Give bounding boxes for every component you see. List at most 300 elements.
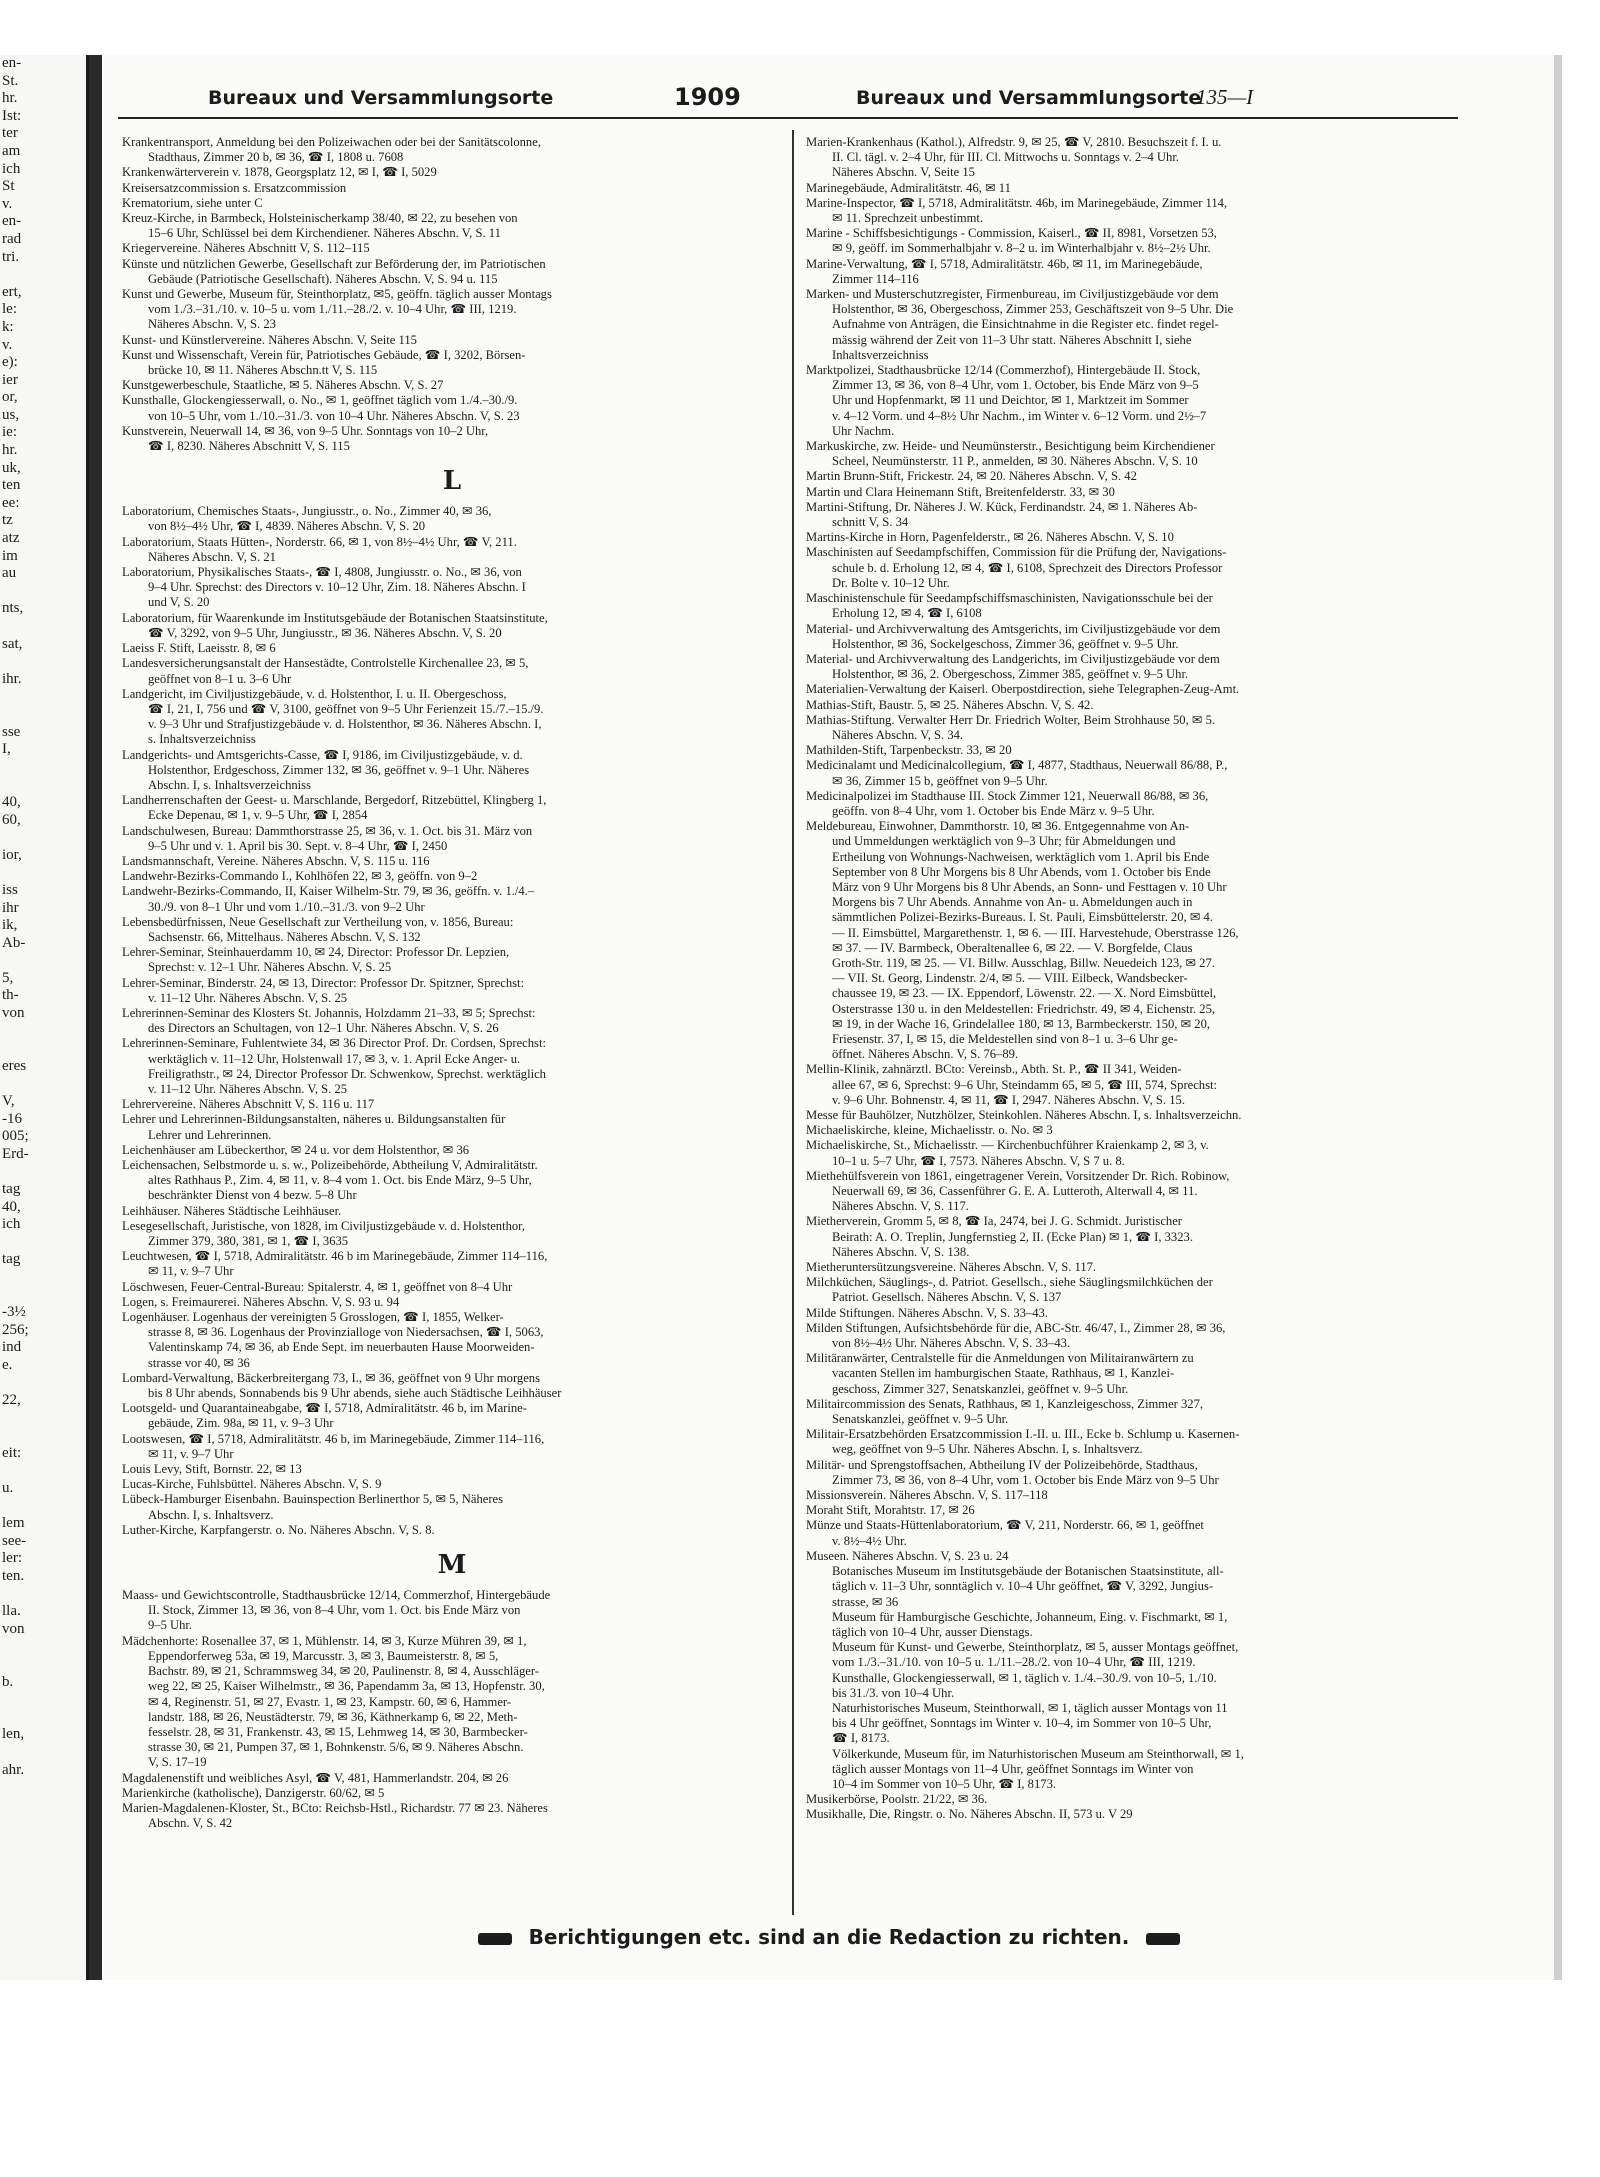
adjacent-page-fragment: Erd- <box>2 1145 29 1162</box>
adjacent-page-fragment: ee: <box>2 494 20 511</box>
directory-entry: Lehrerinnen-Seminare, Fuhlentwiete 34, ✉ 36 Director Prof. Dr. Cordsen, Sprechst: <box>122 1036 546 1051</box>
directory-entry: Landgericht, im Civiljustizgebäude, v. d. Holstenthor, I. u. II. Obergeschoss, <box>122 686 507 701</box>
adjacent-page-fragment: tag <box>2 1181 21 1197</box>
directory-entry-continuation: 30./9. von 8–1 Uhr und vom 1./10.–31./3. von 9–2 Uhr <box>148 899 425 914</box>
adjacent-page-fragment: iss <box>2 881 18 898</box>
directory-entry: Laboratorium, Chemisches Staats-, Jungiusstr., o. No., Zimmer 40, ✉ 36, <box>122 504 492 519</box>
directory-entry-continuation: Friesenstr. 37, I, ✉ 15, die Meldestellen sind von 8–1 u. 3–6 Uhr ge- <box>832 1031 1178 1046</box>
directory-entry-continuation: s. Inhaltsverzeichniss <box>148 732 256 747</box>
directory-entry: Kunsthalle, Glockengiesserwall, o. No., ✉ 1, geöffnet täglich vom 1./4.–30./9. <box>122 393 518 408</box>
header-year: 1909 <box>674 83 741 111</box>
adjacent-page-fragment: tz <box>2 512 13 529</box>
directory-entry: Kunst und Gewerbe, Museum für, Steinthorplatz, ✉5, geöffn. täglich ausser Montags <box>122 287 552 302</box>
directory-entry: Kunst und Wissenschaft, Verein für, Patriotisches Gebäude, ☎ I, 3202, Börsen- <box>122 347 526 362</box>
directory-entry-continuation: Gebäude (Patriotische Gesellschaft). Näheres Abschn. V, S. 94 u. 115 <box>148 271 498 286</box>
directory-entry: Museen. Näheres Abschn. V, S. 23 u. 24 <box>806 1548 1009 1563</box>
adjacent-page-fragment: I, <box>2 741 11 758</box>
adjacent-page-fragment: St <box>2 178 15 195</box>
directory-entry-continuation: Näheres Abschn. V, S. 34. <box>832 727 964 742</box>
adjacent-page-fragment: len, <box>2 1726 25 1743</box>
directory-entry: Münze und Staats-Hüttenlaboratorium, ☎ V, 211, Norderstr. 66, ✉ 1, geöffnet <box>806 1518 1204 1533</box>
directory-entry-continuation: Naturhistorisches Museum, Steinthorwall, ✉ 1, täglich ausser Montags von 11 <box>832 1700 1228 1715</box>
directory-entry: Kunstgewerbeschule, Staatliche, ✉ 5. Näheres Abschn. V, S. 27 <box>122 378 444 393</box>
directory-entry-continuation: II. Stock, Zimmer 13, ✉ 36, von 8–4 Uhr, vom 1. Oct. bis Ende März von <box>148 1603 521 1618</box>
directory-entry: Militair-Ersatzbehörden Ersatzcommission I.-II. u. III., Ecke b. Schlump u. Kasernen- <box>806 1427 1240 1442</box>
directory-entry: Landesversicherungsanstalt der Hansestädte, Controlstelle Kirchenallee 23, ✉ 5, <box>122 656 529 671</box>
directory-entry: Material- und Archivverwaltung des Landgerichts, im Civiljustizgebäude vor dem <box>806 651 1220 666</box>
adjacent-page-fragment: 22, <box>2 1392 21 1409</box>
directory-entry: Landgerichts- und Amtsgerichts-Casse, ☎ I, 9186, im Civiljustizgebäude, v. d. <box>122 747 523 762</box>
directory-entry: Medicinalpolizei im Stadthause III. Stock Zimmer 121, Neuerwall 86/88, ✉ 36, <box>806 788 1209 803</box>
adjacent-page-fragment <box>2 1638 86 1656</box>
adjacent-page-fragment <box>2 653 86 671</box>
directory-entry: Mathias-Stiftung. Verwalter Herr Dr. Friedrich Wolter, Beim Strohhause 50, ✉ 5. <box>806 712 1216 727</box>
directory-entry-continuation: strasse 8, ✉ 36. Logenhaus der Provinzialloge von Niedersachsen, ☎ I, 5063, <box>148 1325 544 1340</box>
directory-entry-continuation: des Directors an Schultagen, von 12–1 Uhr. Näheres Abschn. V, S. 26 <box>148 1021 499 1036</box>
adjacent-page-fragment: ter <box>2 125 18 142</box>
directory-entry: Milchküchen, Säuglings-, d. Patriot. Gesellsch., siehe Säuglingsmilchküchen der <box>806 1275 1213 1290</box>
directory-entry-continuation: strasse, ✉ 36 <box>832 1594 899 1609</box>
adjacent-page-fragment: nts, <box>2 600 24 617</box>
adjacent-page-fragment: e): <box>2 354 18 371</box>
directory-entry: Missionsverein. Näheres Abschn. V, S. 117–118 <box>806 1488 1048 1503</box>
directory-entry-continuation: vom 1./3.–31./10. v. 10–5 u. vom 1./11.–28./2. v. 10–4 Uhr, ☎ III, 1219. <box>148 302 517 317</box>
footer-notice: Berichtigungen etc. sind an die Redaction zu richten. <box>528 1925 1130 1949</box>
directory-entry: Löschwesen, Feuer-Central-Bureau: Spitalerstr. 4, ✉ 1, geöffnet von 8–4 Uhr <box>122 1279 513 1294</box>
adjacent-page-fragment <box>2 583 86 601</box>
directory-entry: Krankenwärterverein v. 1878, Georgsplatz 12, ✉ I, ☎ I, 5029 <box>122 165 437 180</box>
directory-entry: Lehrerinnen-Seminar des Klosters St. Johannis, Holzdamm 21–33, ✉ 5; Sprechst: <box>122 1005 536 1020</box>
adjacent-page-fragment: Ist: <box>2 107 22 124</box>
directory-entry: Marien-Magdalenen-Kloster, St., BCto: Reichsb-Hstl., Richardstr. 77 ✉ 23. Näheres <box>122 1800 548 1815</box>
directory-entry: Marien-Krankenhaus (Kathol.), Alfredstr. 9, ✉ 25, ☎ V, 2810. Besuchszeit f. I. u. <box>806 135 1222 149</box>
directory-entry-continuation: Abschn. I, s. Inhaltsverzeichniss <box>148 777 311 792</box>
adjacent-page-fragment: u. <box>2 1480 14 1497</box>
directory-entry: Lootsgeld- und Quarantaineabgabe, ☎ I, 5718, Admiralitätstr. 46 b, im Marine- <box>122 1401 527 1416</box>
adjacent-page-fragment <box>2 1234 86 1252</box>
directory-entry: Laboratorium, für Waarenkunde im Institutsgebäude der Botanischen Staatsinstitute, <box>122 610 548 625</box>
adjacent-page-fragment: ihr <box>2 899 19 916</box>
adjacent-page-fragment: ior, <box>2 846 22 863</box>
adjacent-page-fragment: sse <box>2 723 21 740</box>
directory-entry-continuation: — II. Eimsbüttel, Margarethenstr. 1, ✉ 6. — III. Harvestehude, Oberstrasse 126, <box>832 925 1239 940</box>
directory-entry-continuation: von 10–5 Uhr, vom 1./10.–31./3. von 10–4 Uhr. Näheres Abschn. V, S. 23 <box>148 408 520 423</box>
directory-entry: Lehrer-Seminar, Binderstr. 24, ✉ 13, Director: Professor Dr. Spitzner, Sprechst: <box>122 975 525 990</box>
directory-entry: Materialien-Verwaltung der Kaiserl. Oberpostdirection, siehe Telegraphen-Zeug-Amt. <box>806 682 1240 697</box>
directory-entry: Leichensachen, Selbstmorde u. s. w., Polizeibehörde, Abtheilung V, Admiralitätstr. <box>122 1158 538 1172</box>
directory-entry-continuation: Völkerkunde, Museum für, im Naturhistorischen Museum am Steinthorwall, ✉ 1, <box>832 1746 1244 1761</box>
directory-entry-continuation: ✉ 11, v. 9–7 Uhr <box>148 1264 234 1279</box>
adjacent-page-fragment: en- <box>2 213 22 230</box>
directory-entry-continuation: Dr. Bolte v. 10–12 Uhr. <box>832 575 950 590</box>
adjacent-page-fragment: us, <box>2 406 20 423</box>
adjacent-page-fragment <box>2 706 86 724</box>
adjacent-page-fragment <box>2 618 86 636</box>
directory-entry-continuation: werktäglich v. 11–12 Uhr, Holstenwall 17, ✉ 3, v. 1. April Ecke Anger- u. <box>148 1051 521 1066</box>
directory-entry: Mietherverein, Gromm 5, ✉ 8, ☎ Ia, 2474, bei J. G. Schmidt. Juristischer <box>806 1214 1183 1229</box>
adjacent-page-fragment: k: <box>2 318 14 335</box>
directory-entry-continuation: Zimmer 379, 380, 381, ✉ 1, ☎ I, 3635 <box>148 1234 349 1249</box>
adjacent-page-fragment: ich <box>2 160 21 177</box>
directory-entry-continuation: ✉ 36, Zimmer 15 b, geöffnet von 9–5 Uhr. <box>832 773 1048 788</box>
adjacent-page-fragment: tag <box>2 1251 21 1268</box>
directory-entry-continuation: und V, S. 20 <box>148 595 210 610</box>
directory-entry-continuation: altes Rathhaus P., Zim. 4, ✉ 11, v. 8–4 vom 1. Oct. bis Ende März, 9–5 Uhr, <box>148 1173 532 1188</box>
directory-entry-continuation: ✉ 19, in der Wache 16, Grindelallee 180, ✉ 13, Barmbeckerstr. 150, ✉ 20, <box>832 1016 1211 1031</box>
directory-entry: Material- und Archivverwaltung des Amtsgerichts, im Civiljustizgebäude vor dem <box>806 621 1221 636</box>
adjacent-page-fragment: hr. <box>2 90 18 107</box>
directory-entry-continuation: Holstenthor, ✉ 36, Sockelgeschoss, Zimmer 36, geöffnet v. 9–5 Uhr. <box>832 636 1179 651</box>
directory-entry: Marienkirche (katholische), Danzigerstr. 60/62, ✉ 5 <box>122 1785 385 1800</box>
directory-entry: Maschinisten auf Seedampfschiffen, Commission für die Prüfung der, Navigations- <box>806 545 1227 560</box>
adjacent-page-fragment <box>2 1163 86 1181</box>
directory-entry: Leuchtwesen, ☎ I, 5718, Admiralitätstr. 46 b im Marinegebäude, Zimmer 114–116, <box>122 1249 548 1264</box>
pointing-hand-icon <box>1146 1933 1180 1945</box>
directory-entry-continuation: ☎ I, 8230. Näheres Abschnitt V, S. 115 <box>148 439 350 454</box>
directory-entry-continuation: Erholung 12, ✉ 4, ☎ I, 6108 <box>832 606 982 621</box>
document-page <box>104 55 1554 1980</box>
directory-entry: Marine - Schiffsbesichtigungs - Commission, Kaiserl., ☎ II, 8981, Vorsetzen 53, <box>806 226 1217 241</box>
directory-entry: Landsmannschaft, Vereine. Näheres Abschn. V, S. 115 u. 116 <box>122 853 430 868</box>
adjacent-page-fragment <box>2 1023 86 1041</box>
adjacent-page-fragment <box>2 1744 86 1762</box>
directory-entry: Martins-Kirche in Horn, Pagenfelderstr., ✉ 26. Näheres Abschn. V, S. 10 <box>806 530 1174 545</box>
directory-entry: Lesegesellschaft, Juristische, von 1828, im Civiljustizgebäude v. d. Holstenthor, <box>122 1218 526 1233</box>
adjacent-page-fragment: ind <box>2 1339 22 1356</box>
adjacent-page-fragment: 005; <box>2 1128 29 1145</box>
directory-entry-continuation: ✉ 9, geöff. im Sommerhalbjahr v. 8–2 u. im Winterhalbjahr v. 8½–2½ Uhr. <box>832 241 1211 256</box>
adjacent-page-fragment: am <box>2 142 21 159</box>
adjacent-page-fragment: ier <box>2 371 18 388</box>
directory-entry-continuation: Lehrer und Lehrerinnen. <box>148 1127 272 1142</box>
directory-entry: Laboratorium, Staats Hütten-, Norderstr. 66, ✉ 1, von 8½–4½ Uhr, ☎ V, 211. <box>122 534 517 549</box>
directory-entry: Leihhäuser. Näheres Städtische Leihhäuser. <box>122 1203 342 1218</box>
adjacent-page-fragment: 40, <box>2 793 21 810</box>
directory-entry-continuation: Morgens bis 7 Uhr Abends. Annahme von An- u. Abmeldungen auch in <box>832 895 1193 910</box>
adjacent-page-fragment <box>2 1269 86 1287</box>
directory-entry-continuation: 10–1 u. 5–7 Uhr, ☎ I, 7573. Näheres Abschn. V, S 7 u. 8. <box>832 1153 1125 1168</box>
directory-entry-continuation: bis 4 Uhr geöffnet, Sonntags im Winter v. 10–4, im Sommer von 10–5 Uhr, <box>832 1716 1212 1731</box>
adjacent-page-fragment <box>2 1287 86 1305</box>
adjacent-page-fragment <box>2 776 86 794</box>
directory-entry: Martin Brunn-Stift, Frickestr. 24, ✉ 20. Näheres Abschn. V, S. 42 <box>806 469 1137 484</box>
directory-entry-continuation: landstr. 188, ✉ 26, Neustädterstr. 79, ✉ 36, Käthnerkamp 6, ✉ 22, Meth- <box>148 1709 518 1724</box>
directory-entry-continuation: bis 31./3. von 10–4 Uhr. <box>832 1685 955 1700</box>
directory-entry-continuation: strasse 30, ✉ 21, Pumpen 37, ✉ 1, Bohnkenstr. 5/6, ✉ 9. Näheres Abschn. <box>148 1740 524 1755</box>
directory-entry: Marktpolizei, Stadthausbrücke 12/14 (Commerzhof), Hintergebäude II. Stock, <box>806 363 1201 378</box>
directory-entry-continuation: gebäude, Zim. 98a, ✉ 11, v. 9–3 Uhr <box>148 1416 334 1431</box>
directory-entry-continuation: v. 11–12 Uhr. Näheres Abschn. V, S. 25 <box>148 990 348 1005</box>
directory-entry: Laboratorium, Physikalisches Staats-, ☎ I, 4808, Jungiusstr. o. No., ✉ 36, von <box>122 565 522 580</box>
directory-entry-continuation: 9–5 Uhr und v. 1. April bis 30. Sept. v. 8–4 Uhr, ☎ I, 2450 <box>148 838 448 853</box>
directory-entry-continuation: ✉ 4, Reginenstr. 51, ✉ 27, Evastr. 1, ✉ 23, Kampstr. 60, ✉ 6, Hammer- <box>148 1694 512 1709</box>
directory-entry-continuation: und Ummeldungen werktäglich von 9–3 Uhr; für Abmeldungen und <box>832 834 1176 849</box>
directory-entry: Lehrer und Lehrerinnen-Bildungsanstalten, näheres u. Bildungsanstalten für <box>122 1112 506 1127</box>
directory-entry-continuation: Osterstrasse 130 u. in den Meldestellen: Friedrichstr. 49, ✉ 4, Eichenstr. 25, <box>832 1001 1216 1016</box>
directory-entry-continuation: von 8½–4½ Uhr. Näheres Abschn. V, S. 33–43. <box>832 1336 1071 1351</box>
adjacent-page-fragment: uk, <box>2 459 21 476</box>
directory-entry-continuation: — VII. St. Georg, Lindenstr. 2/4, ✉ 5. — VIII. Eilbeck, Wandsbecker- <box>832 971 1188 986</box>
directory-entry-continuation: II. Cl. tägl. v. 2–4 Uhr, für III. Cl. Mittwochs u. Sonntags v. 2–4 Uhr. <box>832 150 1179 165</box>
directory-entry-continuation: V, S. 17–19 <box>148 1755 207 1770</box>
adjacent-page-fragment: ten. <box>2 1568 25 1585</box>
directory-entry: Landwehr-Bezirks-Commando I., Kohlhöfen 22, ✉ 3, geöffn. von 9–2 <box>122 869 478 884</box>
section-m-continued-entries <box>806 135 1460 1823</box>
directory-entry-continuation: täglich von 10–4 Uhr, ausser Dienstags. <box>832 1624 1033 1639</box>
directory-entry-continuation: Valentinskamp 74, ✉ 36, ab Ende Sept. im neuerbauten Hause Moorweiden- <box>148 1340 535 1355</box>
directory-entry: Mädchenhorte: Rosenallee 37, ✉ 1, Mühlenstr. 14, ✉ 3, Kurze Mühren 39, ✉ 1, <box>122 1633 527 1648</box>
directory-entry: Marine-Inspector, ☎ I, 5718, Admiralitätstr. 46b, im Marinegebäude, Zimmer 114, <box>806 195 1228 210</box>
adjacent-page-fragment: le: <box>2 301 17 318</box>
directory-entry: Militäranwärter, Centralstelle für die Anmeldungen von Militairanwärtern zu <box>806 1351 1194 1366</box>
directory-entry: Michaeliskirche, kleine, Michaelisstr. o. No. ✉ 3 <box>806 1123 1053 1138</box>
adjacent-page-fragment <box>2 864 86 882</box>
directory-entry: Mellin-Klinik, zahnärztl. BCto: Vereinsb., Abth. St. P., ☎ II 341, Weiden- <box>806 1062 1182 1077</box>
adjacent-page-fragment <box>2 1375 86 1393</box>
directory-entry-continuation: geschoss, Zimmer 327, Senatskanzlei, geöffnet v. 9–5 Uhr. <box>832 1381 1129 1396</box>
directory-entry: Michaeliskirche, St., Michaelisstr. — Kirchenbuchführer Kraienkamp 2, ✉ 3, v. <box>806 1138 1209 1153</box>
directory-entry-continuation: Ertheilung von Wohnungs-Nachweisen, werktäglich vom 1. April bis Ende <box>832 849 1210 864</box>
adjacent-page-fragment: 60, <box>2 811 21 828</box>
section-l-entries <box>122 504 782 1538</box>
directory-entry: Militär- und Sprengstoffsachen, Abtheilung IV der Polizeibehörde, Stadthaus, <box>806 1457 1198 1472</box>
directory-entry: Milden Stiftungen, Aufsichtsbehörde für die, ABC-Str. 46/47, I., Zimmer 28, ✉ 36, <box>806 1320 1226 1335</box>
directory-entry: Künste und nützlichen Gewerbe, Gesellschaft zur Beförderung der, im Patriotischen <box>122 256 546 271</box>
directory-entry-continuation: Näheres Abschn. V, S. 117. <box>832 1199 969 1214</box>
directory-entry: Maass- und Gewichtscontrolle, Stadthausbrücke 12/14, Commerzhof, Hintergebäude <box>122 1588 551 1603</box>
directory-entry-continuation: bis 8 Uhr abends, Sonnabends bis 9 Uhr abends, siehe auch Städtische Leihhäuser <box>148 1386 562 1401</box>
directory-entry-continuation: Beirath: A. O. Treplin, Jungfernstieg 2, II. (Ecke Plan) ✉ 1, ☎ I, 3323. <box>832 1229 1193 1244</box>
directory-entry: Logen, s. Freimaurerei. Näheres Abschn. V, S. 93 u. 94 <box>122 1294 400 1309</box>
adjacent-page-fragment: 256; <box>2 1321 29 1338</box>
directory-entry-continuation: Näheres Abschn. V, S. 138. <box>832 1244 970 1259</box>
directory-entry-continuation: beschränkter Dienst von 4 bezw. 5–8 Uhr <box>148 1188 357 1203</box>
directory-entry: Martin und Clara Heinemann Stift, Breitenfelderstr. 33, ✉ 30 <box>806 484 1115 499</box>
directory-entry-continuation: v. 11–12 Uhr. Näheres Abschn. V, S. 25 <box>148 1081 348 1096</box>
adjacent-page-fragment <box>2 1691 86 1709</box>
directory-entry-continuation: ☎ V, 3292, von 9–5 Uhr, Jungiusstr., ✉ 36. Näheres Abschn. V, S. 20 <box>148 625 502 640</box>
adjacent-page-fragment <box>2 1656 86 1674</box>
adjacent-page-fragment: or, <box>2 389 18 406</box>
directory-entry-continuation: Sachsenstr. 66, Mittelhaus. Näheres Abschn. V, S. 132 <box>148 929 421 944</box>
directory-entry: Mathias-Stift, Baustr. 5, ✉ 25. Näheres Abschn. V, S. 42. <box>806 697 1094 712</box>
directory-entry: Lucas-Kirche, Fuhlsbüttel. Näheres Abschn. V, S. 9 <box>122 1477 382 1492</box>
directory-entry-continuation: ✉ 11, v. 9–7 Uhr <box>148 1446 234 1461</box>
directory-entry-continuation: geöffn. von 8–4 Uhr, vom 1. October bis Ende März v. 9–5 Uhr. <box>832 803 1155 818</box>
adjacent-page-strip <box>0 55 89 1980</box>
directory-entry: Milde Stiftungen. Näheres Abschn. V, S. 33–43. <box>806 1305 1048 1320</box>
directory-entry-continuation: Näheres Abschn. V, Seite 15 <box>832 165 975 180</box>
directory-entry-continuation: brücke 10, ✉ 11. Näheres Abschn.tt V, S. 115 <box>148 363 378 378</box>
directory-entry-continuation: Scheel, Neumünsterstr. 11 P., anmelden, ✉ 30. Näheres Abschn. V, S. 10 <box>832 454 1198 469</box>
adjacent-page-fragment: -16 <box>2 1110 22 1127</box>
directory-entry-continuation: Botanisches Museum im Institutsgebäude der Botanischen Staatsinstitute, all- <box>832 1564 1224 1579</box>
adjacent-page-fragment <box>2 1040 86 1058</box>
adjacent-page-fragment: ich <box>2 1216 21 1233</box>
directory-entry: Kunstverein, Neuerwall 14, ✉ 36, von 9–5 Uhr. Sonntags von 10–2 Uhr, <box>122 423 489 438</box>
adjacent-page-fragment: th- <box>2 987 19 1004</box>
adjacent-page-fragment: 5, <box>2 969 14 986</box>
directory-entry-continuation: 15–6 Uhr, Schlüssel bei dem Kirchendiener. Näheres Abschn. V, S. 11 <box>148 226 501 241</box>
directory-entry-continuation: Zimmer 13, ✉ 36, von 8–4 Uhr, vom 1. October, bis Ende März von 9–5 <box>832 378 1199 393</box>
header-page-number: 135—I <box>1196 85 1254 109</box>
directory-entry-continuation: Kunsthalle, Glockengiesserwall, ✉ 1, täglich v. 1./4.–30./9. von 10–5, 1./10. <box>832 1670 1217 1685</box>
adjacent-page-fragment: tri. <box>2 248 20 265</box>
directory-entry-continuation: Holstenthor, ✉ 36, Obergeschoss, Zimmer 253, Geschäftszeit von 9–5 Uhr. Die <box>832 302 1234 317</box>
directory-entry: Magdalenenstift und weibliches Asyl, ☎ V, 481, Hammerlandstr. 204, ✉ 26 <box>122 1770 509 1785</box>
directory-entry: Marken- und Musterschutzregister, Firmenbureau, im Civiljustizgebäude vor dem <box>806 287 1219 302</box>
directory-entry: Maschinistenschule für Seedampfschiffsmaschinisten, Navigationsschule bei der <box>806 591 1213 606</box>
directory-entry-continuation: ☎ I, 8173. <box>832 1731 890 1746</box>
directory-entry: Lübeck-Hamburger Eisenbahn. Bauinspection Berlinerthor 5, ✉ 5, Näheres <box>122 1492 504 1507</box>
directory-entry-continuation: Abschn. I, s. Inhaltsverz. <box>148 1507 274 1522</box>
directory-entry: Kunst- und Künstlervereine. Näheres Abschn. V, Seite 115 <box>122 332 417 347</box>
column-divider <box>792 130 794 1915</box>
directory-entry-continuation: schnitt V, S. 34 <box>832 515 909 530</box>
directory-entry-continuation: v. 4–12 Vorm. und 4–8½ Uhr Nachm., im Winter v. 6–12 Vorm. und 2½–7 <box>832 408 1207 423</box>
directory-entry: Mathilden-Stift, Tarpenbeckstr. 33, ✉ 20 <box>806 743 1012 758</box>
directory-entry: Lehrervereine. Näheres Abschnitt V, S. 116 u. 117 <box>122 1097 375 1112</box>
directory-entry-continuation: März von 9 Uhr Morgens bis 8 Uhr Abends, an Sonn- und Festtagen v. 10 Uhr <box>832 879 1227 894</box>
adjacent-page-fragment: ert, <box>2 283 22 300</box>
directory-entry-continuation: Freiligrathstr., ✉ 24, Director Professor Dr. Schwenkow, Sprechst. werktäglich <box>148 1066 546 1081</box>
directory-entry: Messe für Bauhölzer, Nutzhölzer, Steinkohlen. Näheres Abschn. I, s. Inhaltsverzeichn. <box>806 1108 1242 1122</box>
directory-entry: Mietheruntersützungsvereine. Näheres Abschn. V, S. 117. <box>806 1260 1097 1275</box>
directory-entry: Kreuz-Kirche, in Barmbeck, Holsteinischerkamp 38/40, ✉ 22, zu besehen von <box>122 211 518 226</box>
directory-entry-continuation: ✉ 11. Sprechzeit unbestimmt. <box>832 211 984 226</box>
adjacent-page-fragment: ler: <box>2 1550 22 1567</box>
adjacent-page-fragment: von <box>2 1620 25 1637</box>
directory-entry-continuation: September von 8 Uhr Morgens bis 8 Uhr Abends, vom 1. October bis Ende <box>832 864 1211 879</box>
directory-entry: Marinegebäude, Admiralitätstr. 46, ✉ 11 <box>806 180 1011 195</box>
directory-entry-continuation: Uhr Nachm. <box>832 423 895 438</box>
directory-entry: Lehrer-Seminar, Steinhauerdamm 10, ✉ 24, Director: Professor Dr. Lepzien, <box>122 945 510 960</box>
adjacent-page-fragment: 40, <box>2 1198 21 1215</box>
directory-entry: Musikerbörse, Poolstr. 21/22, ✉ 36. <box>806 1792 988 1807</box>
adjacent-page-fragment: eres <box>2 1057 27 1074</box>
adjacent-page-fragment <box>2 1498 86 1516</box>
directory-entry: Luther-Kirche, Karpfangerstr. o. No. Näheres Abschn. V, S. 8. <box>122 1522 435 1537</box>
directory-entry: Marine-Verwaltung, ☎ I, 5718, Admiralitätstr. 46b, ✉ 11, im Marinegebäude, <box>806 256 1203 271</box>
adjacent-page-fragment: ihr. <box>2 670 22 687</box>
directory-entry-continuation: v. 9–6 Uhr. Bohnenstr. 4, ✉ 11, ☎ I, 2947. Näheres Abschn. V, S. 15. <box>832 1092 1185 1107</box>
directory-entry-continuation: Näheres Abschn. V, S. 23 <box>148 317 276 332</box>
left-column <box>122 135 782 1831</box>
directory-entry: Martini-Stiftung, Dr. Näheres J. W. Kück, Ferdinandstr. 24, ✉ 1. Näheres Ab- <box>806 499 1198 514</box>
adjacent-page-fragment: v. <box>2 195 13 212</box>
directory-entry-continuation: schule b. d. Erholung 12, ✉ 4, ☎ I, 6108, Sprechzeit des Directors Professor <box>832 560 1223 575</box>
adjacent-page-fragment: im <box>2 547 18 564</box>
directory-entry: Medicinalamt und Medicinalcollegium, ☎ I, 4877, Stadthaus, Neuerwall 86/88, P., <box>806 758 1228 773</box>
adjacent-page-fragment <box>2 1427 86 1445</box>
adjacent-page-fragment: en- <box>2 55 22 71</box>
section-heading-m: M <box>437 1550 467 1581</box>
header-rule <box>118 117 1458 119</box>
adjacent-page-fragment: atz <box>2 530 20 547</box>
directory-entry-continuation: geöffnet von 8–1 u. 3–6 Uhr <box>148 671 292 686</box>
adjacent-page-fragment: Ab- <box>2 934 26 951</box>
directory-entry: Louis Levy, Stift, Bornstr. 22, ✉ 13 <box>122 1462 302 1477</box>
directory-entry: Landherrenschaften der Geest- u. Marschlande, Bergedorf, Ritzebüttel, Klingberg 1, <box>122 793 547 808</box>
directory-entry-continuation: weg, geöffnet von 9–5 Uhr. Näheres Abschn. I, s. Inhaltsverz. <box>832 1442 1143 1457</box>
directory-entry: Moraht Stift, Morahtstr. 17, ✉ 26 <box>806 1503 975 1518</box>
adjacent-page-fragment: au <box>2 565 17 582</box>
directory-entry-continuation: Holstenthor, Erdgeschoss, Zimmer 132, ✉ 36, geöffnet v. 9–1 Uhr. Näheres <box>148 762 530 777</box>
directory-entry: Kriegervereine. Näheres Abschnitt V, S. 112–115 <box>122 241 370 256</box>
directory-entry-continuation: fesselstr. 28, ✉ 31, Frankenstr. 43, ✉ 15, Lehmweg 14, ✉ 30, Barmbecker- <box>148 1724 528 1739</box>
page-footer <box>104 1925 1554 1949</box>
directory-entry-continuation: Holstenthor, ✉ 36, 2. Obergeschoss, Zimmer 385, geöffnet v. 9–5 Uhr. <box>832 667 1189 682</box>
directory-entry-continuation: mässig während der Zeit von 11–3 Uhr statt. Näheres Abschnitt I, siehe <box>832 332 1192 347</box>
adjacent-page-fragment: St. <box>2 72 19 89</box>
directory-entry-continuation: chaussee 19, ✉ 23. — IX. Eppendorf, Löwenstr. 22. — X. Nord Eimsbüttel, <box>832 986 1217 1001</box>
directory-entry: Lombard-Verwaltung, Bäckerbreitergang 73, I., ✉ 36, geöffnet von 9 Uhr morgens <box>122 1370 540 1385</box>
page-edge-shadow <box>1554 55 1562 1980</box>
directory-entry-continuation: Sprechst: v. 12–1 Uhr. Näheres Abschn. V, S. 25 <box>148 960 392 975</box>
adjacent-page-fragment: V, <box>2 1093 15 1110</box>
adjacent-page-fragment <box>2 759 86 777</box>
directory-entry-continuation: ✉ 37. — IV. Barmbeck, Oberaltenallee 6, ✉ 22. — V. Borgfelde, Claus <box>832 940 1193 955</box>
directory-entry-continuation: Groth-Str. 119, ✉ 25. — VI. Billw. Ausschlag, Billw. Neuedeich 123, ✉ 27. <box>832 955 1215 970</box>
adjacent-page-fragment <box>2 688 86 706</box>
directory-entry: Landschulwesen, Bureau: Dammthorstrasse 25, ✉ 36, v. 1. Oct. bis 31. März von <box>122 823 533 838</box>
directory-entry: Meldebureau, Einwohner, Dammthorstr. 10, ✉ 36. Entgegennahme von An- <box>806 819 1190 834</box>
adjacent-page-fragment: lla. <box>2 1603 21 1620</box>
adjacent-page-fragment: ik, <box>2 917 18 934</box>
adjacent-page-fragment: hr. <box>2 442 18 459</box>
adjacent-page-fragment: sat, <box>2 635 23 652</box>
directory-entry: Krankentransport, Anmeldung bei den Polizeiwachen oder bei der Sanitätscolonne, <box>122 135 541 149</box>
directory-entry: Landwehr-Bezirks-Commando, II, Kaiser Wilhelm-Str. 79, ✉ 36, geöffn. v. 1./4.– <box>122 884 535 899</box>
directory-entry: Markuskirche, zw. Heide- und Neumünsterstr., Besichtigung beim Kirchendiener <box>806 439 1215 454</box>
directory-entry-continuation: von 8½–4½ Uhr, ☎ I, 4839. Näheres Abschn. V, S. 20 <box>148 519 426 534</box>
directory-entry: Lebensbedürfnissen, Neue Gesellschaft zur Vertheilung von, v. 1856, Bureau: <box>122 914 514 929</box>
directory-entry-continuation: Abschn. V, S. 42 <box>148 1816 233 1831</box>
directory-entry-continuation: Senatskanzlei, geöffnet v. 9–5 Uhr. <box>832 1412 1009 1427</box>
directory-entry-continuation: Aufnahme von Anträgen, die Einsichtnahme in die Register etc. findet regel- <box>832 317 1219 332</box>
directory-entry-continuation: täglich v. 11–3 Uhr, sonntäglich v. 10–4 Uhr geöffnet, ☎ V, 3292, Jungius- <box>832 1579 1214 1594</box>
directory-entry-continuation: Bachstr. 89, ✉ 21, Schrammsweg 34, ✉ 20, Paulinenstr. 8, ✉ 4, Ausschläger- <box>148 1664 539 1679</box>
adjacent-page-fragment <box>2 952 86 970</box>
directory-entry: Leichenhäuser am Lübeckerthor, ✉ 24 u. vor dem Holstenthor, ✉ 36 <box>122 1142 470 1157</box>
directory-entry: Logenhäuser. Logenhaus der vereinigten 5 Grosslogen, ☎ I, 1855, Welker- <box>122 1310 504 1325</box>
adjacent-page-fragment: -3½ <box>2 1304 26 1321</box>
directory-entry-continuation: Stadthaus, Zimmer 20 b, ✉ 36, ☎ I, 1808 u. 7608 <box>148 150 404 165</box>
directory-entry-continuation: Museum für Kunst- und Gewerbe, Steinthorplatz, ✉ 5, ausser Montags geöffnet, <box>832 1640 1239 1655</box>
directory-entry: Musikhalle, Die, Ringstr. o. No. Näheres Abschn. II, 573 u. V 29 <box>806 1807 1133 1822</box>
directory-entry-continuation: 9–5 Uhr. <box>148 1618 193 1633</box>
directory-entry-continuation: 10–4 im Sommer von 10–5 Uhr, ☎ I, 8173. <box>832 1776 1057 1791</box>
adjacent-page-fragment: ten <box>2 477 21 494</box>
adjacent-page-fragment <box>2 1410 86 1428</box>
adjacent-page-fragment: ie: <box>2 424 17 441</box>
directory-entry-continuation: Uhr und Hopfenmarkt, ✉ 11 und Deichtor, ✉ 1, Marktzeit im Sommer <box>832 393 1189 408</box>
adjacent-page-fragment: v. <box>2 336 13 353</box>
directory-entry: Kreisersatzcommission s. Ersatzcommission <box>122 180 347 195</box>
header-left-title: Bureaux und Versammlungsorte <box>208 87 554 109</box>
adjacent-page-fragment: von <box>2 1005 25 1022</box>
adjacent-page-fragment: lem <box>2 1515 25 1532</box>
directory-entry: Lootswesen, ☎ I, 5718, Admiralitätstr. 46 b, im Marinegebäude, Zimmer 114–116, <box>122 1431 545 1446</box>
adjacent-page-fragment: see- <box>2 1532 27 1549</box>
adjacent-page-fragment <box>2 1586 86 1604</box>
directory-entry-continuation: täglich ausser Montags von 11–4 Uhr, geöffnet Sonntags im Winter von <box>832 1761 1194 1776</box>
directory-entry-continuation: Zimmer 73, ✉ 36, von 8–4 Uhr, vom 1. October bis Ende März von 9–5 Uhr <box>832 1472 1219 1487</box>
adjacent-page-fragment <box>2 1075 86 1093</box>
directory-entry: Militaircommission des Senats, Rathhaus, ✉ 1, Kanzleigeschoss, Zimmer 327, <box>806 1396 1204 1411</box>
directory-entry-continuation: v. 9–3 Uhr und Strafjustizgebäude v. d. Holstenthor, ✉ 36. Näheres Abschn. I, <box>148 717 542 732</box>
directory-entry-continuation: vom 1./3.–31./10. von 10–5 u. 1./11.–28./2. von 10–4 Uhr, ☎ III, 1219. <box>832 1655 1196 1670</box>
